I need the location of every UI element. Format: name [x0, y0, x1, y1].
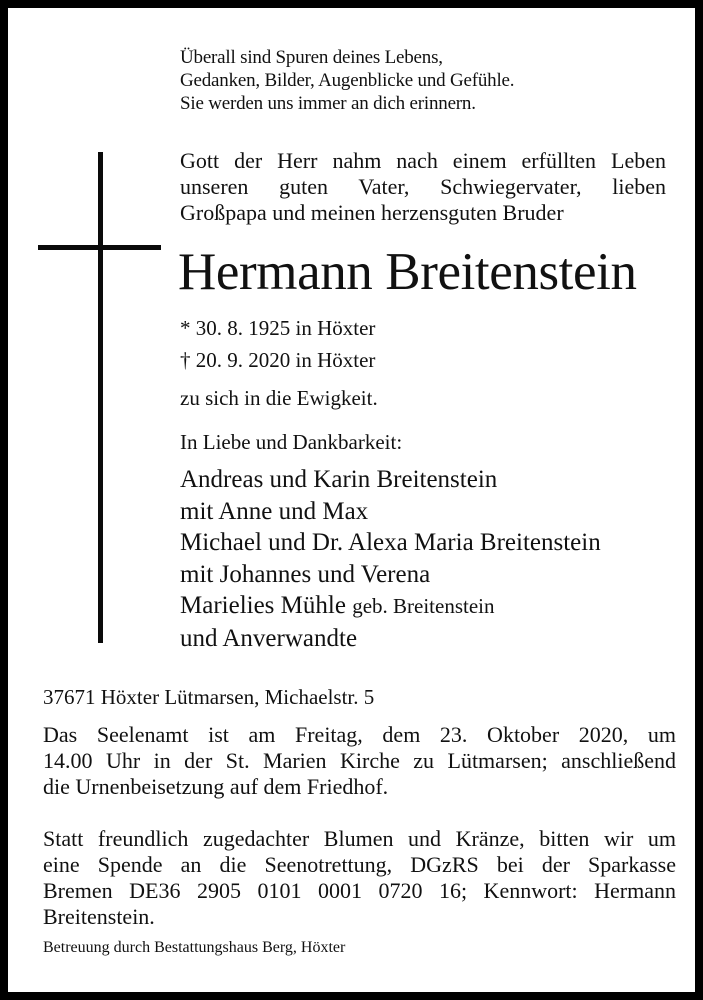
service-line: 14.00 Uhr in der St. Marien Kirche zu Lütmarsen; anschließend	[43, 748, 676, 773]
donation-line: Statt freundlich zugedachter Blumen und Kränze, bitten wir um	[43, 826, 676, 851]
mourner-line: mit Anne und Max	[180, 497, 369, 525]
intro-line: Gott der Herr nahm nach einem erfüllten Leben	[180, 148, 666, 173]
maiden-name: geb. Breitenstein	[352, 594, 495, 618]
service-line: Das Seelenamt ist am Freitag, dem 23. Oktober 2020, um	[43, 722, 676, 747]
donation-line: Breitenstein.	[43, 904, 155, 929]
memorial-poem	[180, 46, 514, 115]
cross-icon-horizontal-bar	[38, 245, 161, 250]
mourner-line	[180, 590, 601, 623]
donation-line: Bremen DE36 2905 0101 0001 0720 16; Kennwort: Hermann	[43, 878, 676, 903]
poem-line: Gedanken, Bilder, Augenblicke und Gefühle.	[180, 70, 515, 91]
funeral-home-credit: Betreuung durch Bestattungshaus Berg, Höxter	[43, 939, 346, 956]
mourner-line: Michael und Dr. Alexa Maria Breitenstein	[180, 529, 601, 556]
gratitude-line: In Liebe und Dankbarkeit:	[180, 430, 403, 454]
poem-line: Sie werden uns immer an dich erinnern.	[180, 93, 476, 114]
service-line: die Urnenbeisetzung auf dem Friedhof.	[43, 774, 389, 799]
deceased-name: Hermann Breitenstein	[178, 243, 637, 301]
eternity-line: zu sich in die Ewigkeit.	[180, 386, 378, 410]
intro-text	[180, 148, 666, 226]
mourner-name: Marielies Mühle	[180, 592, 346, 619]
donation-info	[43, 826, 676, 930]
intro-line: Großpapa und meinen herzensguten Bruder	[180, 200, 564, 225]
mourner-line: Andreas und Karin Breitenstein	[180, 466, 498, 493]
intro-line: unseren guten Vater, Schwiegervater, lieben	[180, 174, 666, 199]
death-date: † 20. 9. 2020 in Höxter	[180, 348, 376, 372]
cross-icon-vertical-bar	[98, 152, 103, 643]
family-address: 37671 Höxter Lütmarsen, Michaelstr. 5	[43, 685, 375, 709]
donation-line: eine Spende an die Seenotrettung, DGzRS bei der Sparkasse	[43, 852, 676, 877]
obituary-notice	[8, 8, 695, 992]
life-dates	[180, 312, 375, 376]
service-info	[43, 722, 676, 800]
birth-date: * 30. 8. 1925 in Höxter	[180, 316, 376, 340]
poem-line: Überall sind Spuren deines Lebens,	[180, 47, 443, 68]
mourner-line: mit Johannes und Verena	[180, 560, 431, 588]
mourner-line: und Anverwandte	[180, 624, 358, 652]
mourners-list	[180, 464, 601, 654]
